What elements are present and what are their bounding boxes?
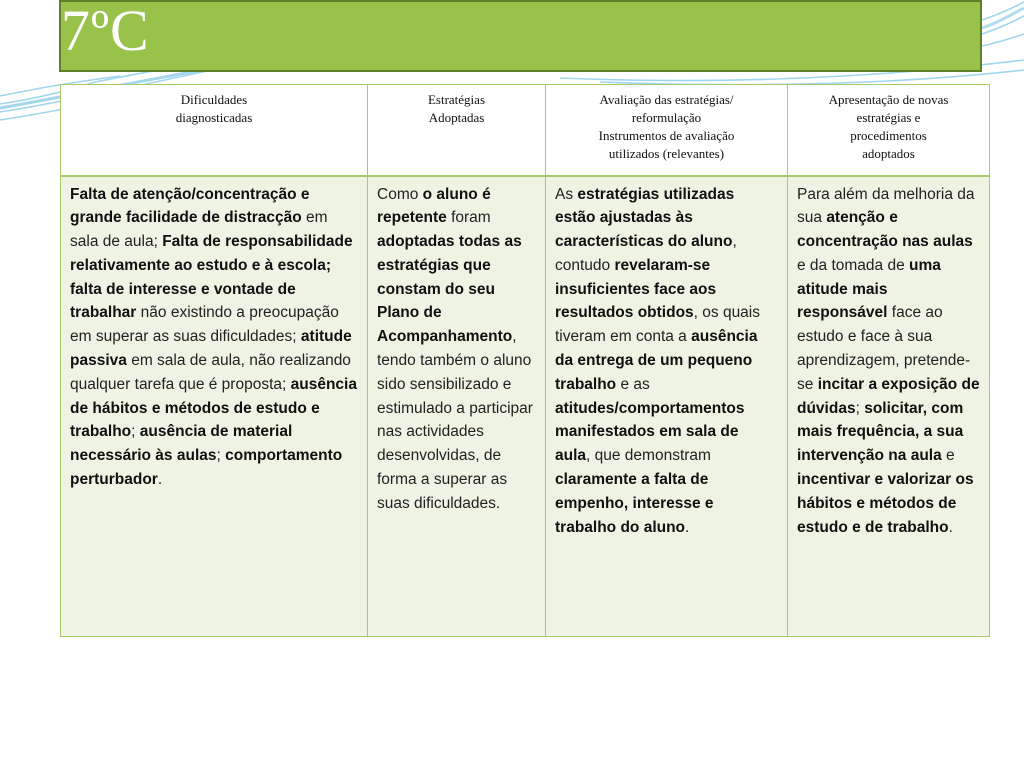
cell-estrategias	[368, 176, 546, 637]
table-header-row	[61, 85, 990, 176]
cell-text-bold: ausência de material necessário às aulas	[70, 423, 293, 465]
header-line: Adoptadas	[428, 110, 485, 125]
cell-text: foram	[446, 209, 491, 227]
cell-avaliacao	[546, 176, 788, 637]
cell-text-bold: claramente a falta de empenho, interesse e trabalho do aluno	[555, 471, 714, 536]
cell-text-bold: uma atitude mais responsável	[797, 256, 941, 322]
cell-text: , os quais tiveram em conta a	[555, 304, 761, 346]
header-line: utilizados (relevantes)	[608, 146, 725, 161]
header-line: procedimentos	[850, 128, 927, 143]
title-bar	[59, 0, 982, 72]
table-row	[61, 176, 990, 637]
header-avaliacao	[546, 85, 788, 176]
cell-text: face ao estudo e face à sua aprendizagem, pretende-se	[797, 304, 971, 393]
cell-text-bold: adoptadas todas as estratégias que constam do seu Plano de Acompanhamento	[377, 233, 522, 346]
header-dificuldades	[61, 85, 368, 176]
cell-text: .	[685, 518, 690, 536]
header-estrategias	[368, 85, 546, 176]
cell-text: em sala de aula, não realizando qualquer tarefa que é proposta;	[70, 352, 351, 393]
cell-text: As	[555, 185, 578, 203]
cell-text-bold: atenção e concentração nas aulas	[797, 209, 973, 251]
cell-text: e da tomada de	[797, 256, 910, 274]
cell-text-bold: revelaram-se insuficientes face aos resultados obtidos	[555, 256, 717, 322]
header-novas-estrategias	[788, 85, 990, 176]
cell-text-bold: Falta de responsabilidade relativamente ao estudo e à escola; falta de interesse e vontade de trabalhar	[70, 233, 353, 322]
cell-text: Como	[377, 185, 423, 203]
cell-text-bold: solicitar, com mais frequência, a sua intervenção na aula	[797, 399, 964, 465]
cell-text-bold: incitar a exposição de dúvidas	[797, 375, 980, 417]
header-line: Avaliação das estratégias/	[599, 92, 734, 107]
cell-text-bold: estratégias utilizadas estão ajustadas às características do aluno	[555, 185, 735, 251]
cell-dificuldades	[61, 176, 368, 637]
cell-text-bold: o aluno é repetente	[377, 185, 491, 227]
cell-text-bold: comportamento perturbador	[70, 447, 343, 489]
cell-text: ;	[216, 447, 226, 465]
cell-text: Para além da melhoria da sua	[797, 185, 975, 227]
evaluation-table	[60, 84, 990, 637]
cell-text-bold: atitudes/comportamentos manifestados em sala de aula	[555, 399, 745, 465]
cell-text: , tendo também o aluno sido sensibilizado e estimulado a participar nas actividades desenvolvidas, de forma a superar as suas dificuldades.	[377, 328, 533, 512]
cell-text: não existindo a preocupação em superar as suas dificuldades;	[70, 304, 339, 346]
cell-text: , que demonstram	[586, 447, 711, 465]
cell-text-bold: ausência de hábitos e métodos de estudo e trabalho	[70, 375, 357, 441]
cell-text: em sala de aula;	[70, 209, 328, 251]
header-line: Dificuldades	[180, 92, 248, 107]
cell-text: e as	[616, 375, 650, 393]
header-line: estratégias e	[856, 110, 921, 125]
header-line: adoptados	[862, 146, 915, 161]
cell-text-bold: Falta de atenção/concentração e grande facilidade de distracção	[70, 185, 310, 227]
cell-text: .	[948, 518, 953, 536]
header-line: diagnosticadas	[175, 110, 253, 125]
header-line: reformulação	[631, 110, 702, 125]
cell-text-bold: ausência da entrega de um pequeno trabalho	[555, 328, 758, 393]
cell-text: ;	[855, 399, 865, 417]
cell-text-bold: incentivar e valorizar os hábitos e métodos de estudo e de trabalho	[797, 471, 974, 536]
cell-text: , contudo	[555, 233, 737, 274]
cell-text: e	[941, 447, 955, 465]
header-line: Estratégias	[427, 92, 486, 107]
cell-text: ;	[131, 423, 140, 441]
cell-text-bold: atitude passiva	[70, 328, 352, 370]
cell-text: .	[157, 471, 163, 489]
slide-title: 7ºC	[61, 0, 150, 63]
header-line: Instrumentos de avaliação	[598, 128, 735, 143]
cell-novas-estrategias	[788, 176, 990, 637]
header-line: Apresentação de novas	[828, 92, 949, 107]
